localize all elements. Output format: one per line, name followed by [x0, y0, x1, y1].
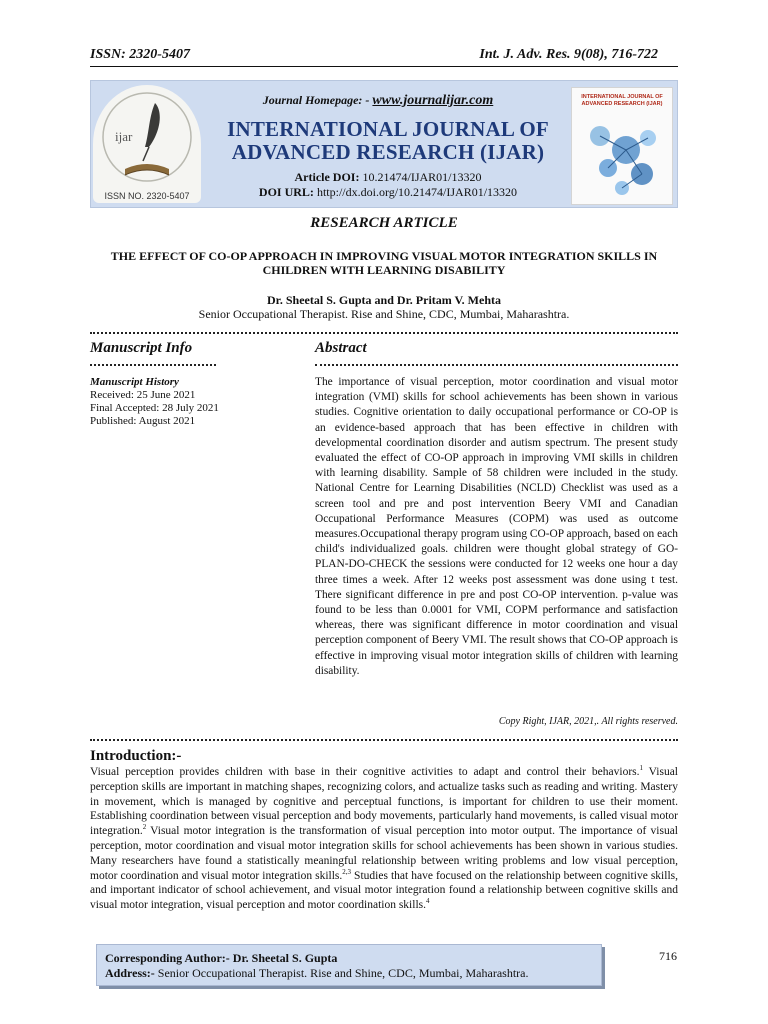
logo-text: ijar: [115, 129, 133, 144]
accepted-date: Final Accepted: 28 July 2021: [90, 402, 219, 414]
abstract-heading: Abstract: [315, 340, 367, 356]
header-rule: [90, 66, 678, 67]
introduction-heading: Introduction:-: [90, 748, 182, 764]
article-doi-label: Article DOI:: [294, 170, 360, 184]
citation-ref: 4: [426, 897, 430, 906]
journal-citation: Int. J. Adv. Res. 9(08), 716-722: [479, 47, 658, 62]
intro-text-2: Visual perception skills are important in matching shapes, recognizing colors, and actualize tasks such as reading and writing. Mastery in movement, which is managed by cognitive and perceptual functions, is important for children to use their moment. Establishing coordination between visual perception and body movements, particularly hand movements, is called visual motor integration.: [90, 766, 678, 838]
article-doi: [200, 170, 576, 185]
doi-url: [200, 185, 576, 200]
address-text: Senior Occupational Therapist. Rise and Shine, CDC, Mumbai, Maharashtra.: [154, 966, 529, 980]
journal-name: [200, 118, 576, 164]
intro-text-3: Visual motor integration is the transformation of visual perception into motor output. The importance of visual perception, motor coordination and visual motor integration skills for school achievements has been shown in various studies. Many researchers have found a statistically meaningful relationship between writing problems and low visual perception, motor coordination and visual motor integration skills.: [90, 825, 678, 882]
journal-name-line2: ADVANCED RESEARCH (IJAR): [231, 140, 545, 165]
corresponding-author-box: [96, 944, 602, 986]
homepage-link[interactable]: www.journalijar.com: [372, 93, 494, 108]
author-address: [105, 966, 593, 981]
logo-issn: ISSN NO. 2320-5407: [104, 191, 190, 201]
address-label: Address:-: [105, 966, 155, 980]
corresponding-author: Corresponding Author:- Dr. Sheetal S. Gupta: [105, 951, 338, 965]
homepage-label: Journal Homepage: -: [262, 93, 373, 107]
citation-ref: 2: [142, 823, 147, 832]
copyright-notice: Copy Right, IJAR, 2021,. All rights reserved.: [498, 716, 678, 727]
citation-ref: 1: [639, 764, 644, 773]
abstract-rule: [315, 364, 678, 366]
intro-text-1: Visual perception provides children with base in their cognitive activities to adapt and control their behaviors.: [90, 766, 640, 778]
cover-title: INTERNATIONAL JOURNAL OF ADVANCED RESEARCH (IJAR): [581, 94, 663, 107]
molecule-graphic-icon: [572, 116, 674, 204]
page-number: 716: [659, 949, 677, 963]
journal-homepage: [168, 93, 588, 109]
introduction-paragraph: [90, 765, 678, 913]
authors: Dr. Sheetal S. Gupta and Dr. Pritam V. Mehta: [266, 293, 502, 307]
article-doi-value: 10.21474/IJAR01/13320: [359, 170, 482, 184]
received-date: Received: 25 June 2021: [90, 389, 196, 401]
manuscript-info-heading: Manuscript Info: [90, 340, 193, 356]
manuscript-history: [90, 376, 219, 428]
dotted-separator: [90, 739, 678, 741]
paper-title-line1: THE EFFECT OF CO-OP APPROACH IN IMPROVING VISUAL MOTOR INTEGRATION SKILLS IN: [110, 249, 658, 263]
abstract-text: The importance of visual perception, motor coordination and visual motor integration (VMI) skills for school achievements has been shown in various studies. Cognitive orientation to daily occupational performance or CO-OP is an evidence-based approach that has been effective in children with developmental coordination disorder and autism spectrum. The present study evaluated the effect of CO-OP approach in improving VMI skills in children with learning disability. Sample of 58 children were included in the study. National Centre for Learning Disabilities (NCLD) Checklist was used as a screen tool and pre and post intervention Beery VMI and Canadian Occupational Performance Measures (COPM) was used as outcome measures.Occupational therapy program using CO-OP approach, based on each child's individualized goals. children were thought global strategy of GO-PLAN-DO-CHECK the sessions were conducted for 12 weeks one hour a day three times a week. After 12 weeks post assessment was done using t test. There significant difference in pre and post CO-OP intervention. p-value was found to be less than 0.0001 for VMI, COPM performance and satisfaction whereas, there was significant difference in motor coordination and visual perception component of Beery VMI. The result shows that CO-OP approach is effective in improving visual motor integration skills of children with learning disability.: [315, 376, 678, 677]
published-date: Published: August 2021: [90, 415, 196, 427]
doi-url-link[interactable]: http://dx.doi.org/10.21474/IJAR01/13320: [313, 185, 518, 199]
dotted-separator: [90, 332, 678, 334]
manuscript-info-rule: [90, 364, 216, 366]
intro-text-4: Studies that have focused on the relationship between cognitive skills, and important indicator of school achievement, and visual motor integration found a relationship between cognitive skills and visual motor integration, visual perception and motor coordination skills.: [90, 869, 678, 912]
article-type: RESEARCH ARTICLE: [310, 215, 458, 231]
paper-title-line2: CHILDREN WITH LEARNING DISABILITY: [262, 263, 506, 278]
affiliation: Senior Occupational Therapist. Rise and Shine, CDC, Mumbai, Maharashtra.: [198, 307, 570, 321]
citation-ref: 2,3: [342, 867, 352, 876]
doi-url-label: DOI URL:: [258, 185, 314, 199]
journal-name-line1: INTERNATIONAL JOURNAL OF: [227, 117, 549, 141]
issn-header: ISSN: 2320-5407: [90, 47, 190, 62]
paper-title: [90, 249, 678, 278]
manuscript-history-label: Manuscript History: [90, 376, 179, 388]
